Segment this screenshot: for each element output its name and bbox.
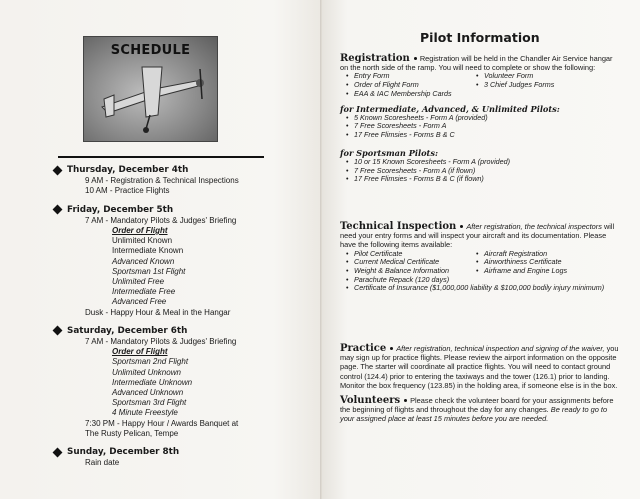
diamond-bullet-icon — [53, 447, 63, 457]
schedule-line: Unlimited Free — [112, 277, 165, 287]
list-item: • 17 Free Flimsies - Forms B & C — [340, 131, 622, 140]
day-heading-text: Saturday, December 6th — [67, 325, 188, 336]
schedule-line: The Rusty Pelican, Tempe — [85, 428, 179, 438]
schedule-day — [54, 447, 314, 468]
schedule-line: Order of Flight — [112, 347, 168, 357]
schedule-line: Rain date — [85, 458, 120, 468]
schedule-line: Intermediate Unknown — [112, 377, 193, 387]
schedule-line: 10 AM - Practice Flights — [85, 186, 170, 196]
list-item: • Weight & Balance Information — [340, 267, 470, 276]
list-item: • Entry Form — [340, 72, 470, 81]
list-item: • Order of Flight Form — [340, 81, 470, 90]
practice-text-italic: After registration, technical inspection and signing of the waiver, — [396, 344, 605, 353]
list-item: • Current Medical Certificate — [340, 258, 470, 267]
registration-section — [340, 54, 622, 184]
schedule-line: Intermediate Free — [112, 287, 176, 297]
schedule-day — [54, 326, 314, 439]
day-heading-text: Thursday, December 4th — [67, 165, 189, 175]
list-item: • 3 Chief Judges Forms — [470, 81, 600, 90]
practice-text: you may sign up for practice flights. Please review the airport information on the opposite page. The starter will coordinate all practice flights. You will need to contact ground control (124.4) prior to entering the taxiways and the tower (126.1) prior to landing. Monitor the box frequency (123.85) in the holding area, if someone else is in the box. — [340, 344, 619, 390]
practice-section — [340, 344, 622, 390]
list-item: • 7 Free Scoresheets - Form A — [340, 122, 622, 131]
day-heading — [54, 165, 314, 175]
schedule-line: Unlimited Known — [112, 236, 173, 246]
bullet-icon — [390, 347, 393, 350]
schedule-day — [54, 205, 314, 318]
schedule-line: Order of Flight — [112, 226, 168, 236]
day-heading — [54, 447, 314, 457]
volunteers-text-italic: Be ready to go to your assigned place at least 15 minutes before you are needed. — [340, 405, 608, 424]
day-heading — [54, 205, 314, 215]
day-heading-text: Friday, December 5th — [67, 204, 174, 215]
schedule-line: Sportsman 2nd Flight — [112, 357, 189, 367]
schedule-line: Unlimited Unknown — [112, 367, 181, 377]
registration-text: Registration will be held in the Chandler Air Service hangar on the north side of the ramp. You will need to complete or show the following: — [340, 54, 613, 73]
bullet-icon — [460, 225, 463, 228]
technical-text: will need your entry forms and will inspect your aircraft and its documentation. Please have the following items available: — [340, 222, 615, 250]
schedule-line: 7 AM - Mandatory Pilots & Judges' Briefing — [85, 215, 237, 225]
technical-heading: Technical Inspection — [340, 221, 457, 232]
list-item: • Airworthiness Certificate — [470, 258, 600, 267]
day-heading — [54, 326, 314, 336]
list-item: • Certificate of Insurance ($1,000,000 liability & $100,000 bodily injury minimum) — [340, 284, 622, 293]
list-item: • Airframe and Engine Logs — [470, 267, 600, 276]
schedule-title: SCHEDULE — [110, 43, 191, 58]
diamond-bullet-icon — [53, 165, 63, 175]
list-item: • EAA & IAC Membership Cards — [340, 90, 470, 99]
schedule-list — [54, 165, 314, 476]
list-item: • 5 Known Scoresheets - Form A (provided) — [340, 114, 622, 123]
schedule-line: 7 AM - Mandatory Pilots & Judges' Briefing — [85, 337, 237, 347]
schedule-header-image — [83, 36, 218, 142]
bullet-icon — [404, 399, 407, 402]
registration-heading: Registration — [340, 53, 410, 64]
schedule-line: Advanced Known — [112, 256, 175, 266]
list-item: • 7 Free Scoresheets - Form A (if flown) — [340, 167, 622, 176]
bullet-icon — [414, 57, 417, 60]
schedule-line: 7:30 PM - Happy Hour / Awards Banquet at — [85, 418, 239, 428]
volunteers-text: Please check the volunteer board for your assignments before the beginning of flights and throughout the day for any changes. — [340, 396, 614, 415]
list-item: • 10 or 15 Known Scoresheets - Form A (provided) — [340, 158, 622, 167]
list-item: • Volunteer Form — [470, 72, 600, 81]
schedule-line: Advanced Free — [112, 297, 167, 307]
technical-items — [340, 250, 622, 285]
schedule-line: 9 AM - Registration & Technical Inspections — [85, 176, 239, 186]
schedule-day — [54, 165, 314, 197]
schedule-line: Intermediate Known — [112, 246, 184, 256]
diamond-bullet-icon — [53, 205, 63, 215]
list-item: • Pilot Certificate — [340, 250, 470, 259]
sportsman-pilots-heading: for Sportsman Pilots: — [340, 147, 438, 158]
list-item: • Parachute Repack (120 days) — [340, 276, 470, 285]
pilot-info-title: Pilot Information — [420, 30, 540, 45]
upper-pilots-heading: for Intermediate, Advanced, & Unlimited Pilots: — [340, 103, 560, 114]
volunteers-heading: Volunteers — [340, 395, 401, 406]
diamond-bullet-icon — [53, 326, 63, 336]
day-heading-text: Sunday, December 8th — [67, 447, 180, 458]
registration-items — [340, 72, 622, 98]
schedule-line: Sportsman 3rd Flight — [112, 398, 187, 408]
schedule-line: Advanced Unknown — [112, 388, 184, 398]
technical-text-italic: After registration, the technical inspectors — [466, 222, 602, 231]
schedule-line: Dusk - Happy Hour & Meal in the Hangar — [85, 307, 231, 317]
schedule-line: 4 Minute Freestyle — [112, 408, 178, 418]
technical-section — [340, 222, 622, 293]
schedule-line: Sportsman 1st Flight — [112, 266, 186, 276]
practice-heading: Practice — [340, 343, 387, 354]
divider — [58, 156, 264, 158]
list-item: • Aircraft Registration — [470, 250, 600, 259]
list-item: • 17 Free Flimsies - Forms B & C (if flown) — [340, 175, 622, 184]
volunteers-section — [340, 396, 622, 424]
